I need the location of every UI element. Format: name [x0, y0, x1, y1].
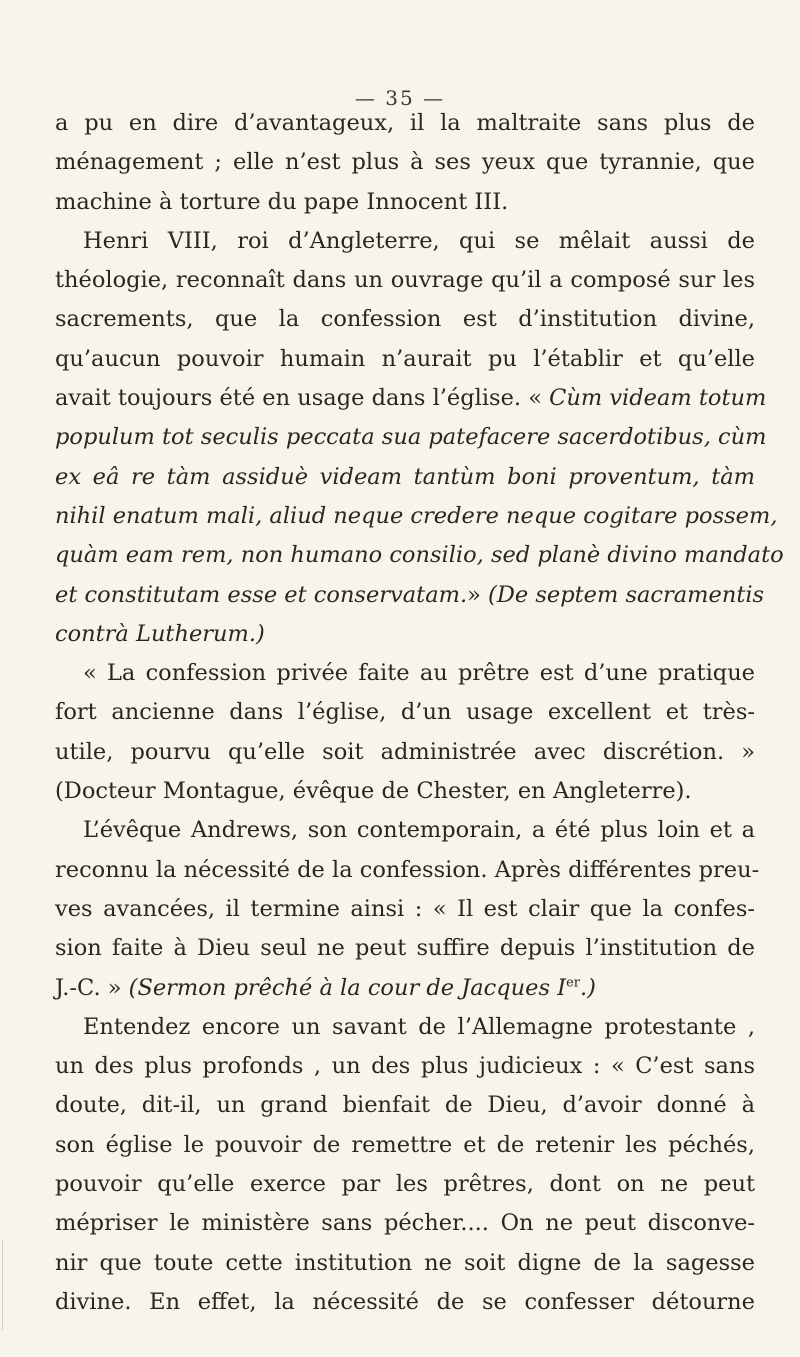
text-run: « La confession privée faite au prêtre est d’une pratique — [83, 660, 755, 687]
text-run: (Sermon prêché à la cour de Jacques I — [128, 974, 567, 1001]
text-run: utile, pourvu qu’elle soit administrée avec discrétion. » — [55, 738, 755, 765]
page-number: — 35 — — [354, 86, 446, 110]
text-run: (De septem sacramentis — [488, 581, 765, 608]
text-run: fort ancienne dans l’église, d’un usage excellent et très- — [55, 699, 755, 726]
text-run: et constitutam esse et conservatam. — [55, 581, 468, 608]
text-line — [55, 890, 755, 929]
text-run: qu’aucun pouvoir humain n’aurait pu l’établir et qu’elle — [55, 345, 755, 372]
text-run: .) — [580, 974, 596, 1001]
text-line — [55, 969, 755, 1008]
text-run: doute, dit-il, un grand bienfait de Dieu, d’avoir donné à — [55, 1092, 755, 1119]
text-line — [55, 1244, 755, 1283]
text-line — [55, 851, 760, 890]
text-line — [55, 1283, 755, 1322]
text-line — [55, 615, 755, 654]
text-run: L’évêque Andrews, son contemporain, a été plus loin et a — [83, 817, 755, 844]
text-line — [55, 576, 765, 615]
text-run: ménagement ; elle n’est plus à ses yeux que tyrannie, que — [55, 149, 755, 176]
text-line — [55, 261, 755, 300]
text-line — [55, 1086, 755, 1125]
text-run: pouvoir qu’elle exerce par les prêtres, dont on ne peut — [55, 1171, 755, 1198]
text-run: sacrements, que la confession est d’institution divine, — [55, 306, 755, 333]
text-line — [55, 929, 755, 968]
text-line — [55, 418, 767, 457]
text-run: mépriser le ministère sans pécher.... On ne peut disconve- — [55, 1210, 755, 1237]
text-line — [55, 458, 755, 497]
text-line — [55, 379, 767, 418]
text-run: ex eâ re tàm assiduè videam tantùm boni proventum, tàm — [55, 463, 755, 490]
text-run: J.-C. » — [55, 974, 129, 1001]
text-run: reconnu la nécessité de la confession. Après différentes preu- — [55, 856, 760, 883]
text-run: avait toujours été en usage dans l’église. « — [55, 385, 550, 412]
text-run: sion faite à Dieu seul ne peut suffire depuis l’institution de — [55, 935, 755, 962]
text-line — [55, 1047, 755, 1086]
text-line — [55, 300, 755, 339]
text-run: son église le pouvoir de remettre et de retenir les péchés, — [55, 1131, 755, 1158]
text-run: nir que toute cette institution ne soit digne de la sagesse — [55, 1249, 755, 1276]
text-run: contrà Lutherum.) — [55, 620, 265, 647]
margin-mark — [2, 1240, 3, 1330]
text-line — [55, 811, 755, 850]
text-line — [55, 1008, 755, 1047]
text-run: er — [566, 975, 580, 991]
text-run: nihil enatum mali, aliud neque credere neque cogitare possem, — [55, 502, 778, 529]
text-line — [55, 772, 755, 811]
text-run: théologie, reconnaît dans un ouvrage qu’il a composé sur les — [55, 267, 755, 294]
text-run: Entendez encore un savant de l’Allemagne protestante , — [83, 1013, 755, 1040]
text-line — [55, 693, 755, 732]
text-run: populum tot seculis peccata sua patefacere sacerdotibus, cùm — [55, 424, 767, 451]
text-line — [55, 183, 755, 222]
text-line — [55, 222, 755, 261]
text-line — [55, 340, 755, 379]
text-line — [55, 104, 755, 143]
text-line — [55, 536, 784, 575]
text-run: quàm eam rem, non humano consilio, sed planè divino mandato — [55, 542, 784, 569]
text-line — [55, 1126, 755, 1165]
text-run: machine à torture du pape Innocent III. — [55, 188, 509, 215]
text-run: » — [467, 581, 489, 608]
text-run: ves avancées, il termine ainsi : « Il est clair que la confes- — [55, 895, 755, 922]
text-line — [55, 1204, 755, 1243]
text-run: (Docteur Montague, évêque de Chester, en Angleterre). — [55, 778, 692, 805]
text-line — [55, 497, 778, 536]
text-line — [55, 733, 755, 772]
text-run: a pu en dire d’avantageux, il la maltraite sans plus de — [55, 110, 755, 136]
text-run: divine. En effet, la nécessité de se confesser détourne — [55, 1288, 755, 1315]
text-run: Henri VIII, roi d’Angleterre, qui se mêlait aussi de — [83, 227, 755, 254]
text-line — [55, 143, 755, 182]
text-run: un des plus profonds , un des plus judicieux : « C’est sans — [55, 1053, 755, 1080]
text-line — [55, 654, 755, 693]
text-line — [55, 1165, 755, 1204]
text-run: Cùm videam totum — [549, 385, 767, 412]
body-text — [55, 104, 784, 1322]
